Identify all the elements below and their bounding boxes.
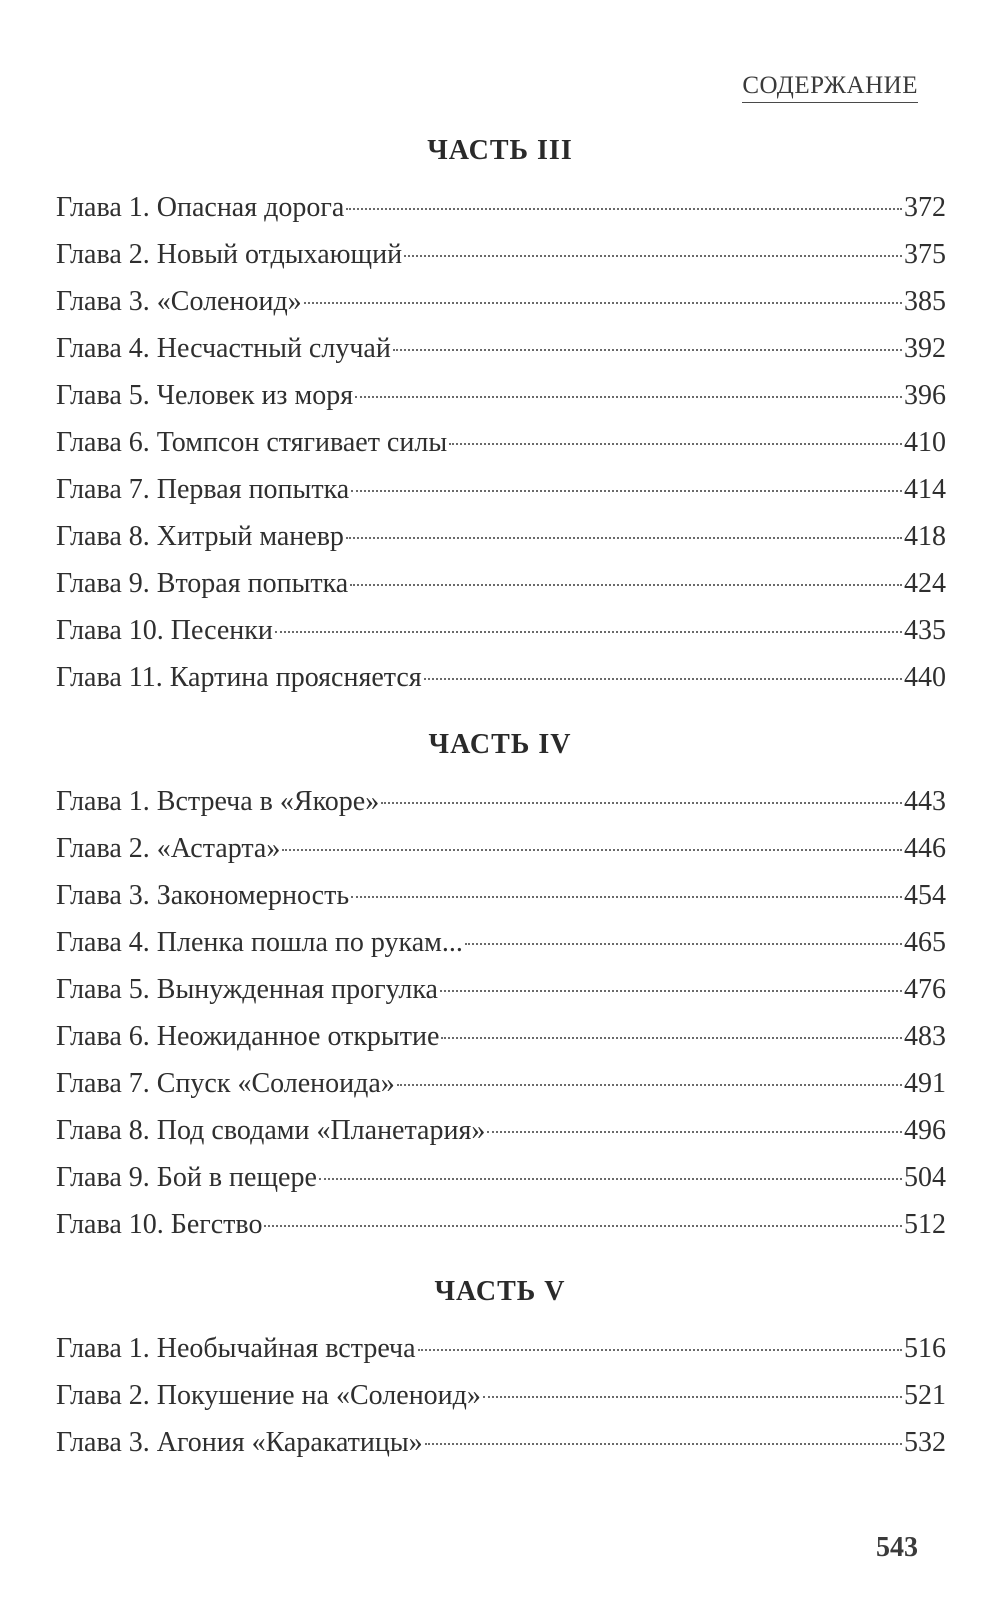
- page-number: 476: [904, 974, 946, 1005]
- chapter-title: Глава 4. Несчастный случай: [56, 333, 391, 364]
- chapter-title: Глава 2. Покушение на «Соленоид»: [56, 1380, 481, 1411]
- chapter-title: Глава 6. Томпсон стягивает силы: [56, 427, 448, 458]
- dot-leader: [397, 1084, 902, 1086]
- dot-leader: [350, 584, 902, 586]
- chapter-title: Глава 9. Бой в пещере: [56, 1162, 317, 1193]
- page-number: 372: [904, 192, 946, 223]
- part-title-iv: ЧАСТЬ IV: [428, 729, 572, 760]
- page-number: 504: [904, 1162, 946, 1193]
- dot-leader: [425, 1443, 902, 1445]
- toc-entry[interactable]: [56, 521, 946, 568]
- dot-leader: [275, 631, 902, 633]
- dot-leader: [282, 849, 902, 851]
- page-number: 446: [904, 833, 946, 864]
- chapter-title: Глава 10. Бегство: [56, 1209, 263, 1240]
- toc-entry[interactable]: [56, 833, 946, 880]
- toc-entry[interactable]: [56, 927, 946, 974]
- page-number: 396: [904, 380, 946, 411]
- dot-leader: [346, 537, 902, 539]
- toc-entry[interactable]: [56, 286, 946, 333]
- dot-leader: [424, 678, 902, 680]
- toc-entry[interactable]: [56, 568, 946, 615]
- toc-entry[interactable]: [56, 974, 946, 1021]
- page-number: 392: [904, 333, 946, 364]
- dot-leader: [440, 990, 902, 992]
- chapter-title: Глава 5. Вынужденная прогулка: [56, 974, 438, 1005]
- page-number: 516: [904, 1333, 946, 1364]
- toc-entry[interactable]: [56, 880, 946, 927]
- page-number: 414: [904, 474, 946, 505]
- chapter-title: Глава 1. Опасная дорога: [56, 192, 345, 223]
- toc-entry[interactable]: [56, 786, 946, 833]
- chapter-title: Глава 3. «Соленоид»: [56, 286, 302, 317]
- chapter-title: Глава 7. Спуск «Соленоида»: [56, 1068, 395, 1099]
- chapter-title: Глава 11. Картина проясняется: [56, 662, 422, 693]
- toc-entry[interactable]: [56, 1427, 946, 1474]
- dot-leader: [449, 443, 902, 445]
- page-number: 465: [904, 927, 946, 958]
- dot-leader: [355, 396, 902, 398]
- toc-entry[interactable]: [56, 239, 946, 286]
- part-title-v: ЧАСТЬ V: [434, 1276, 566, 1307]
- page-number: 424: [904, 568, 946, 599]
- page-number: 483: [904, 1021, 946, 1052]
- page-number: 496: [904, 1115, 946, 1146]
- page-folio: 543: [876, 1532, 918, 1563]
- page-number: 454: [904, 880, 946, 911]
- dot-leader: [393, 349, 902, 351]
- dot-leader: [483, 1396, 902, 1398]
- toc-entry[interactable]: [56, 1380, 946, 1427]
- page-number: 532: [904, 1427, 946, 1458]
- toc-entry[interactable]: [56, 1209, 946, 1256]
- toc-entry[interactable]: [56, 1115, 946, 1162]
- dot-leader: [264, 1225, 902, 1227]
- dot-leader: [381, 802, 902, 804]
- dot-leader: [404, 255, 902, 257]
- dot-leader: [351, 896, 902, 898]
- toc-entry[interactable]: [56, 474, 946, 521]
- page-number: 491: [904, 1068, 946, 1099]
- dot-leader: [346, 208, 902, 210]
- chapter-title: Глава 1. Необычайная встреча: [56, 1333, 416, 1364]
- chapter-title: Глава 3. Закономерность: [56, 880, 350, 911]
- toc-entry[interactable]: [56, 1068, 946, 1115]
- toc-list-part-iii: [56, 192, 946, 709]
- page-number: 512: [904, 1209, 946, 1240]
- part-title-iii: ЧАСТЬ III: [427, 135, 573, 166]
- chapter-title: Глава 3. Агония «Каракатицы»: [56, 1427, 423, 1458]
- page-number: 521: [904, 1380, 946, 1411]
- dot-leader: [418, 1349, 902, 1351]
- page-number: 385: [904, 286, 946, 317]
- dot-leader: [304, 302, 902, 304]
- chapter-title: Глава 5. Человек из моря: [56, 380, 354, 411]
- page-number: 435: [904, 615, 946, 646]
- running-head: СОДЕРЖАНИЕ: [742, 72, 918, 103]
- dot-leader: [351, 490, 902, 492]
- chapter-title: Глава 4. Пленка пошла по рукам...: [56, 927, 463, 958]
- page-number: 443: [904, 786, 946, 817]
- toc-entry[interactable]: [56, 1333, 946, 1380]
- toc-entry[interactable]: [56, 380, 946, 427]
- page-number: 440: [904, 662, 946, 693]
- toc-entry[interactable]: [56, 427, 946, 474]
- chapter-title: Глава 2. «Астарта»: [56, 833, 281, 864]
- page-number: 375: [904, 239, 946, 270]
- dot-leader: [465, 943, 902, 945]
- chapter-title: Глава 2. Новый отдыхающий: [56, 239, 403, 270]
- toc-entry[interactable]: [56, 662, 946, 709]
- dot-leader: [487, 1131, 902, 1133]
- chapter-title: Глава 1. Встреча в «Якоре»: [56, 786, 380, 817]
- toc-entry[interactable]: [56, 1162, 946, 1209]
- toc-list-part-v: [56, 1333, 946, 1474]
- toc-entry[interactable]: [56, 615, 946, 662]
- page-number: 410: [904, 427, 946, 458]
- chapter-title: Глава 6. Неожиданное открытие: [56, 1021, 440, 1052]
- chapter-title: Глава 10. Песенки: [56, 615, 273, 646]
- chapter-title: Глава 8. Хитрый маневр: [56, 521, 344, 552]
- toc-list-part-iv: [56, 786, 946, 1256]
- dot-leader: [319, 1178, 902, 1180]
- chapter-title: Глава 8. Под сводами «Планетария»: [56, 1115, 486, 1146]
- chapter-title: Глава 7. Первая попытка: [56, 474, 350, 505]
- page-number: 418: [904, 521, 946, 552]
- toc-entry[interactable]: [56, 333, 946, 380]
- dot-leader: [441, 1037, 902, 1039]
- chapter-title: Глава 9. Вторая попытка: [56, 568, 349, 599]
- toc-entry[interactable]: [56, 192, 946, 239]
- toc-entry[interactable]: [56, 1021, 946, 1068]
